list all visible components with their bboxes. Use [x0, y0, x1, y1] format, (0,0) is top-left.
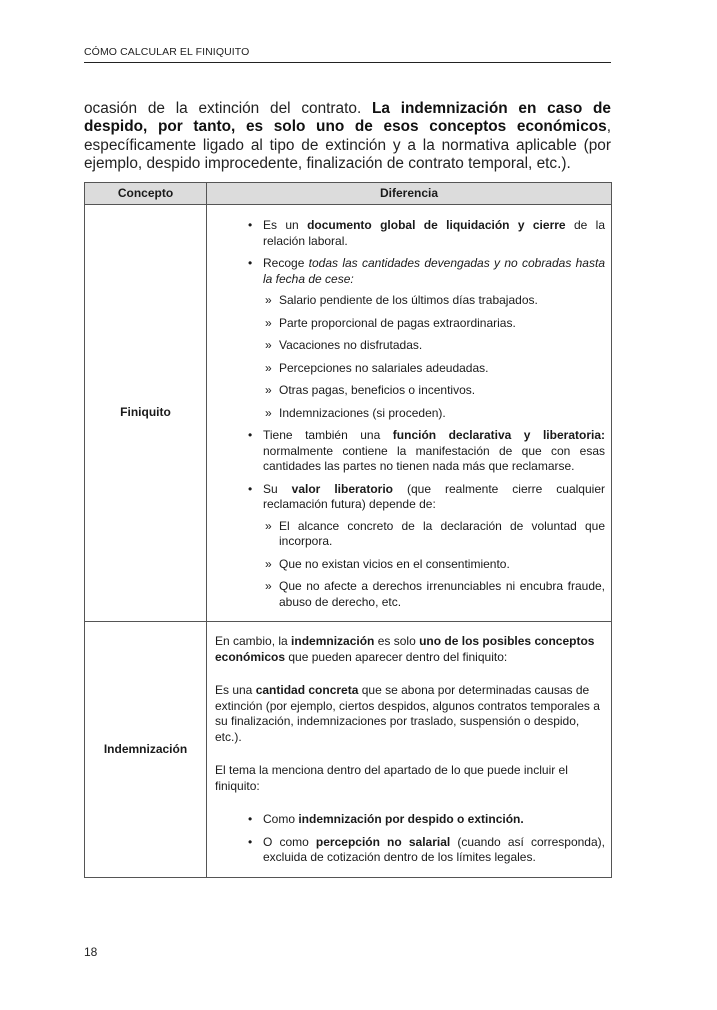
text: (cuando así corresponda), excluida de cotización dentro de los límites legales.	[263, 834, 605, 864]
table-row-finiquito	[85, 205, 612, 622]
finiquito-bullet-list	[215, 218, 605, 610]
text: Es un	[263, 218, 308, 232]
text: de la relación laboral.	[263, 218, 606, 248]
indem-paragraph: El tema la menciona dentro del apartado de lo que puede incluir el finiquito:	[215, 763, 568, 793]
sub-list-item: » Percepciones no salariales adeudadas.	[263, 361, 605, 377]
bold-text: función declarativa y liberatoria:	[392, 428, 605, 442]
header-concepto: Concepto	[85, 183, 207, 205]
sub-list-item: » Salario pendiente de los últimos días trabajados.	[263, 293, 605, 309]
table-header-row	[85, 183, 612, 205]
bold-text: indemnización	[291, 634, 375, 648]
text: que pueden aparecer dentro del finiquito:	[285, 649, 508, 664]
bold-text: cantidad concreta	[255, 683, 359, 697]
running-header: CÓMO CALCULAR EL FINIQUITO	[84, 46, 611, 63]
comparison-table	[84, 182, 612, 878]
header-diferencia: Diferencia	[207, 183, 612, 205]
text: es solo	[374, 634, 420, 648]
indem-paragraph	[215, 683, 605, 745]
table-row-indemnizacion	[85, 622, 612, 878]
diferencia-indemnizacion	[207, 622, 612, 878]
intro-text-1: ocasión de la extinción del contrato.	[84, 100, 372, 117]
list-item	[215, 256, 605, 421]
sub-list-item: » Que no afecte a derechos irrenunciables ni encubra fraude, abuso de derecho, etc.	[263, 579, 605, 610]
list-item	[215, 835, 605, 866]
list-item	[215, 812, 605, 828]
text: Recoge	[263, 256, 309, 270]
text: Como	[263, 812, 299, 826]
diferencia-finiquito	[207, 205, 612, 622]
bold-text: documento global de liquidación y cierre	[307, 218, 566, 232]
bold-text: valor liberatorio	[291, 481, 393, 496]
sub-list	[263, 519, 605, 611]
sub-list-item: » Vacaciones no disfrutadas.	[263, 338, 605, 354]
sub-list-item: » El alcance concreto de la declaración de voluntad que incorpora.	[263, 519, 605, 550]
text: En cambio, la	[215, 634, 292, 648]
text: Su	[263, 481, 292, 496]
intro-paragraph	[84, 100, 611, 173]
indem-paragraph	[215, 634, 605, 665]
sub-list-item: » Indemnizaciones (si proceden).	[263, 406, 605, 422]
text: Es una	[215, 683, 256, 697]
text: O como	[263, 834, 316, 849]
sub-list	[263, 293, 605, 421]
intro-text-2: , específicamente ligado al tipo de extinción y a la normativa aplicable (por ejemplo, despido improcedente, finalización de contrato temporal, etc.).	[84, 118, 611, 172]
sub-list-item: » Parte proporcional de pagas extraordinarias.	[263, 316, 605, 332]
text: (que realmente cierre cualquier reclamación futura) depende de:	[263, 481, 605, 511]
bold-text: uno de los posibles conceptos económicos	[215, 634, 595, 664]
sub-list-item: » Que no existan vicios en el consentimiento.	[263, 557, 605, 573]
list-item	[215, 218, 605, 249]
bold-text: percepción no salarial	[315, 834, 451, 849]
italic-text: todas las cantidades devengadas y no cobradas hasta la fecha de cese:	[263, 256, 605, 286]
text: normalmente contiene la manifestación de que con esas cantidades las partes no tienen nada más que reclamarse.	[263, 443, 605, 473]
bold-text: indemnización por despido o extinción.	[298, 812, 524, 826]
list-item	[215, 428, 605, 475]
list-item	[215, 482, 605, 611]
intro-bold: La indemnización en caso de despido, por tanto, es solo uno de esos conceptos económicos	[84, 100, 611, 136]
concept-finiquito: Finiquito	[85, 205, 207, 622]
sub-list-item: » Otras pagas, beneficios o incentivos.	[263, 383, 605, 399]
indem-bullet-list	[215, 812, 605, 866]
concept-indemnizacion: Indemnización	[85, 622, 207, 878]
text: Tiene también una	[263, 428, 393, 442]
text: que se abona por determinadas causas de extinción (por ejemplo, ciertos despidos, algunos contratos temporales a su finalización, indemnizaciones por traslado, suspensión o despido, etc.).	[215, 683, 600, 744]
page-number: 18	[84, 945, 98, 959]
